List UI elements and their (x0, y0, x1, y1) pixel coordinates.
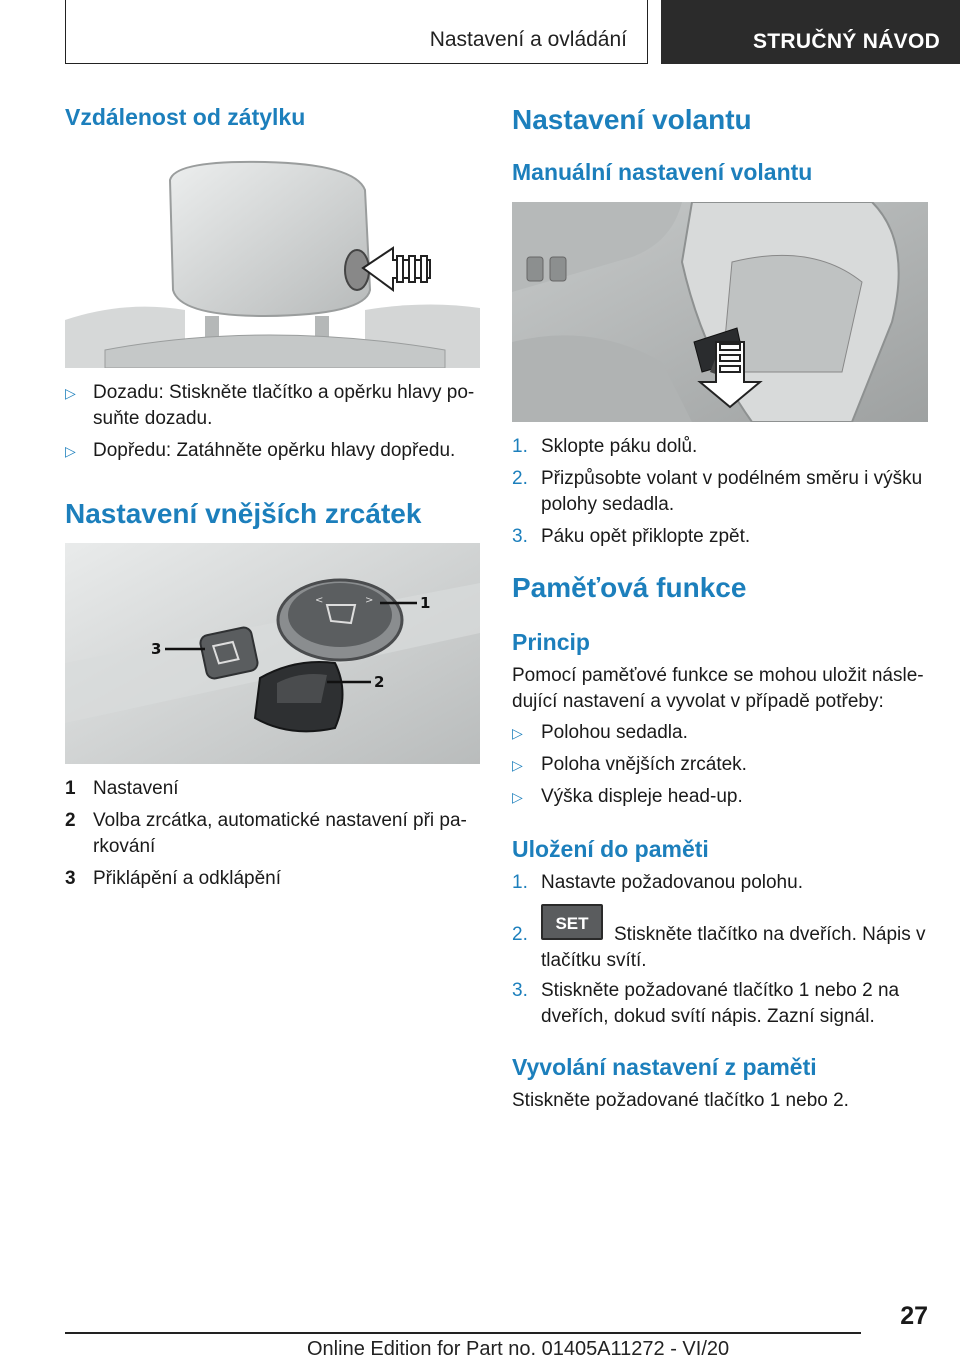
headrest-title: Vzdálenost od zátylku (65, 104, 306, 130)
recall-title: Vyvolání nastavení z paměti (512, 1054, 817, 1080)
mirror-switch-image (65, 543, 480, 764)
list-item: ▷ Výška displeje head-up. (512, 784, 928, 810)
principle-text: Pomocí paměťové funkce se mohou uložit násle‐ dující nastavení a vyvolat v případě potřeby: (512, 665, 924, 712)
list-item: ▷ Poloha vnějších zrcátek. (512, 752, 928, 778)
bullet-marker-icon: ▷ (65, 443, 76, 459)
svg-text:<: < (315, 595, 324, 606)
list-item: 1. Sklopte páku dolů. (512, 436, 698, 457)
bullet-marker-icon: ▷ (512, 789, 523, 805)
headrest-image (65, 160, 480, 368)
list-item: ▷ Dozadu: Stiskněte tlačítko a opěrku hlavy po‐ suňte dozadu. (65, 382, 475, 429)
list-item: 2. Přizpůsobte volant v podélném směru i výšku polohy sedadla. (512, 468, 923, 515)
list-item: 1. Nastavte požadovanou polohu. (512, 872, 803, 893)
legend-item: 1 Nastavení (65, 778, 179, 799)
list-item: 3. Stiskněte požadované tlačítko 1 nebo 2 na dveřích, dokud svítí nápis. Zazní signál. (512, 980, 900, 1027)
mirror-switch-illustration (65, 543, 480, 764)
header-section-title: Nastavení a ovládání (429, 28, 627, 51)
steering-lever-illustration (512, 202, 928, 422)
list-item: 3. Páku opět přiklopte zpět. (512, 526, 751, 547)
mirrors-title: Nastavení vnějších zrcátek (65, 498, 422, 529)
page-number: 27 (900, 1302, 928, 1330)
list-item: ▷ Polohou sedadla. (512, 720, 928, 746)
legend-item: 2 Volba zrcátka, automatické nastavení při pa‐ rkování (65, 810, 467, 857)
steering-lever-image (512, 202, 928, 422)
footer-edition: Online Edition for Part no. 01405A11272 - VI/20 (307, 1338, 730, 1360)
footer-rule (65, 1332, 861, 1334)
steering-subtitle: Manuální nastavení volantu (512, 159, 813, 185)
steering-title: Nastavení volantu (512, 104, 752, 135)
svg-text:>: > (365, 595, 374, 606)
principle-title: Princip (512, 629, 590, 655)
memory-title: Paměťová funkce (512, 572, 747, 603)
callout-1: 1 (420, 594, 431, 612)
list-item: 2. SET Stiskněte tlačítko na dveřích. Nápis v tlačítku svítí. (512, 922, 928, 974)
callout-3: 3 (151, 640, 162, 658)
save-title: Uložení do paměti (512, 836, 709, 862)
bullet-marker-icon: ▷ (512, 757, 523, 773)
header-tab: STRUČNÝ NÁVOD (661, 0, 960, 64)
callout-2: 2 (374, 673, 385, 691)
list-item: ▷ Dopředu: Zatáhněte opěrku hlavy dopředu. (65, 438, 480, 464)
recall-text: Stiskněte požadované tlačítko 1 nebo 2. (512, 1090, 849, 1111)
bullet-marker-icon: ▷ (512, 725, 523, 741)
bullet-marker-icon: ▷ (65, 385, 76, 401)
set-button-icon: SET (541, 904, 603, 940)
headrest-illustration (65, 160, 480, 368)
legend-item: 3 Přiklápění a odklápění (65, 868, 282, 889)
